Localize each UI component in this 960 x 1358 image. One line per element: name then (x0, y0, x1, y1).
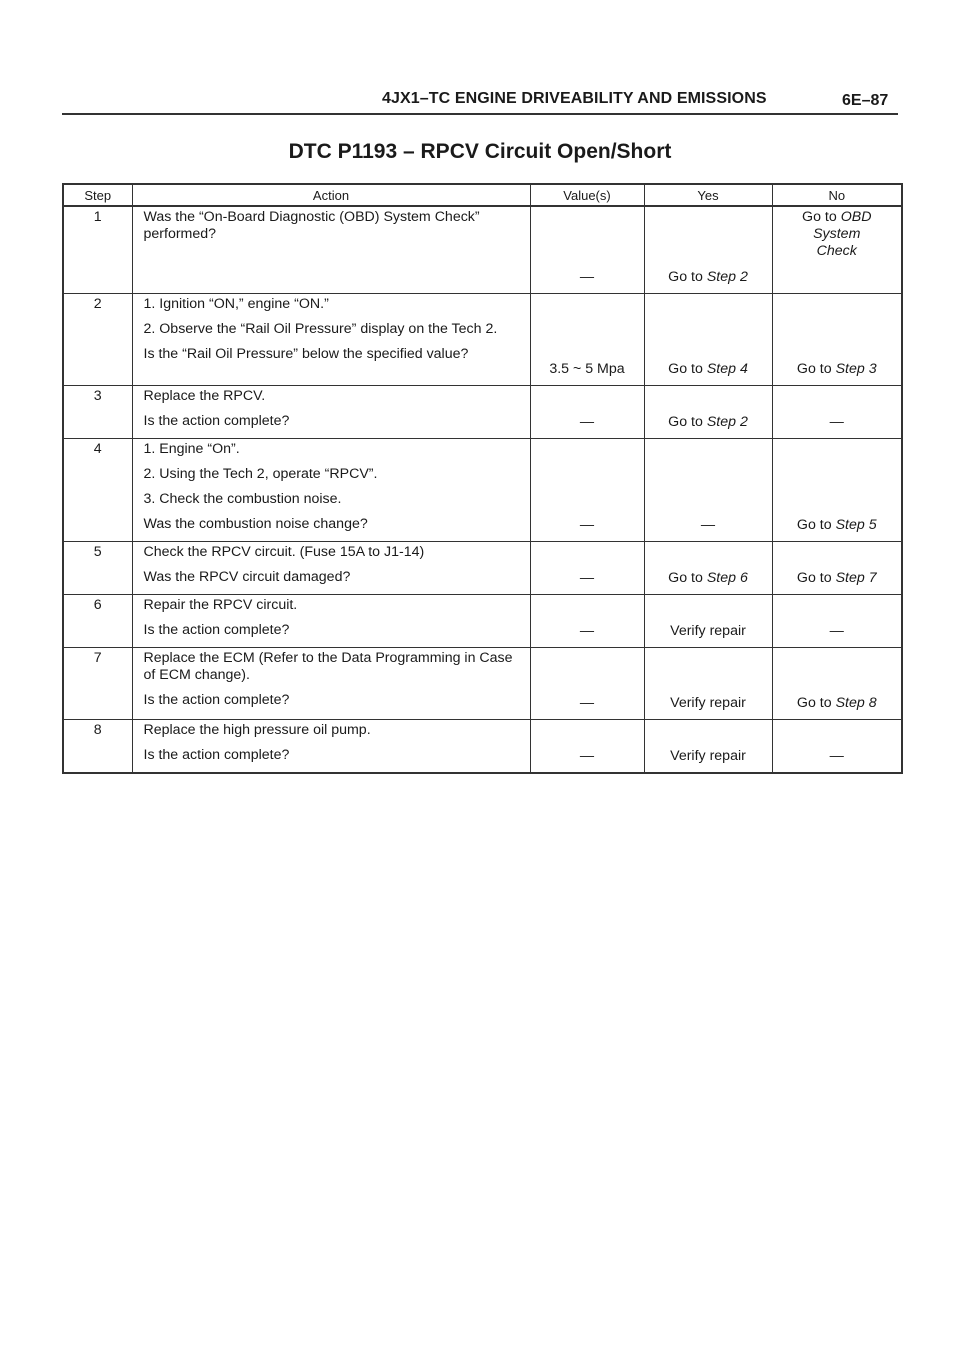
table-row (63, 385, 902, 438)
action-text: Repair the RPCV circuit. (143, 596, 298, 613)
action-question: Is the action complete? (143, 746, 290, 763)
no-cell (772, 293, 902, 385)
step-number: 1 (63, 206, 132, 293)
column-header-no: No (772, 184, 902, 206)
yes-cell: Verify repair (644, 647, 772, 719)
step-number: 6 (63, 594, 132, 647)
action-cell (132, 541, 530, 594)
yes-step-link[interactable]: Step 6 (706, 569, 748, 586)
yes-step-link[interactable]: Step 2 (706, 268, 748, 285)
page-number: 6E–87 (842, 92, 889, 109)
value-cell: — (530, 647, 644, 719)
action-question: Is the “Rail Oil Pressure” below the specified value? (143, 345, 469, 362)
value-cell: — (530, 541, 644, 594)
action-cell (132, 594, 530, 647)
action-cell (132, 719, 530, 773)
column-header-yes: Yes (644, 184, 772, 206)
header-rule (62, 113, 898, 115)
action-text: Replace the high pressure oil pump. (143, 721, 371, 738)
no-prefix: Go to (796, 694, 836, 711)
no-obd-link[interactable]: Check (816, 243, 857, 259)
action-question: Is the action complete? (143, 691, 290, 708)
step-number: 7 (63, 647, 132, 719)
action-cell (132, 206, 530, 293)
action-text: Check the RPCV circuit. (Fuse 15A to J1-14) (143, 543, 425, 560)
action-question: Is the action complete? (143, 621, 290, 638)
action-text: Was the “On-Board Diagnostic (OBD) System Check” performed? (143, 209, 480, 242)
action-text: Replace the RPCV. (143, 387, 266, 404)
section-title: 4JX1–TC ENGINE DRIVEABILITY AND EMISSIONS (382, 90, 767, 107)
value-cell: — (530, 594, 644, 647)
step-number: 2 (63, 293, 132, 385)
table-header-row (63, 184, 902, 206)
table-row (63, 206, 902, 293)
action-question: Is the action complete? (143, 412, 290, 429)
step-number: 8 (63, 719, 132, 773)
action-list-item: 1. Ignition “ON,” engine “ON.” (143, 295, 329, 312)
step-number: 4 (63, 438, 132, 541)
table-row (63, 719, 902, 773)
document-title: DTC P1193 – RPCV Circuit Open/Short (288, 140, 672, 163)
no-cell (772, 438, 902, 541)
yes-prefix: Go to (668, 569, 707, 586)
table-row (63, 647, 902, 719)
yes-cell: Verify repair (644, 594, 772, 647)
action-cell (132, 293, 530, 385)
diagnostic-table (62, 183, 903, 774)
value-cell: — (530, 206, 644, 293)
no-obd-link[interactable]: System (813, 226, 861, 242)
yes-step-link[interactable]: Step 2 (706, 413, 748, 430)
column-header-step: Step (63, 184, 132, 206)
yes-prefix: Go to (668, 268, 707, 285)
step-number: 5 (63, 541, 132, 594)
value-cell: — (530, 719, 644, 773)
yes-cell (644, 293, 772, 385)
no-step-link[interactable]: Step 8 (835, 694, 877, 711)
no-cell (772, 206, 902, 293)
value-cell: — (530, 385, 644, 438)
no-obd-link[interactable]: OBD (840, 209, 872, 225)
action-list-item: 3. Check the combustion noise. (143, 490, 342, 507)
yes-cell (644, 385, 772, 438)
column-header-values: Value(s) (530, 184, 644, 206)
table-row (63, 594, 902, 647)
yes-prefix: Go to (668, 413, 707, 430)
action-question: Was the RPCV circuit damaged? (143, 568, 351, 585)
yes-cell (644, 206, 772, 293)
no-prefix: Go to (796, 360, 836, 377)
action-list-item: 1. Engine “On”. (143, 440, 240, 457)
column-header-action: Action (132, 184, 530, 206)
no-prefix: Go to (796, 569, 836, 586)
no-cell (772, 647, 902, 719)
no-cell: — (772, 719, 902, 773)
table-row (63, 541, 902, 594)
step-number: 3 (63, 385, 132, 438)
yes-step-link[interactable]: Step 4 (706, 360, 748, 377)
no-prefix: Go to (802, 209, 841, 225)
action-cell (132, 385, 530, 438)
value-cell: 3.5 ~ 5 Mpa (530, 293, 644, 385)
yes-cell: — (644, 438, 772, 541)
table-row (63, 438, 902, 541)
page-header (0, 88, 960, 114)
yes-cell: Verify repair (644, 719, 772, 773)
no-cell: — (772, 594, 902, 647)
no-step-link[interactable]: Step 5 (835, 516, 877, 533)
action-list-item: 2. Observe the “Rail Oil Pressure” display on the Tech 2. (143, 320, 498, 337)
action-text: Replace the ECM (Refer to the Data Programming in Case of ECM change). (143, 649, 513, 683)
action-list-item: 2. Using the Tech 2, operate “RPCV”. (143, 465, 378, 482)
no-cell (772, 541, 902, 594)
action-question: Was the combustion noise change? (143, 515, 368, 532)
action-cell (132, 438, 530, 541)
yes-prefix: Go to (668, 360, 707, 377)
no-step-link[interactable]: Step 3 (835, 360, 877, 377)
no-step-link[interactable]: Step 7 (835, 569, 877, 586)
no-prefix: Go to (796, 516, 836, 533)
value-cell: — (530, 438, 644, 541)
yes-cell (644, 541, 772, 594)
action-cell (132, 647, 530, 719)
table-row (63, 293, 902, 385)
no-cell: — (772, 385, 902, 438)
